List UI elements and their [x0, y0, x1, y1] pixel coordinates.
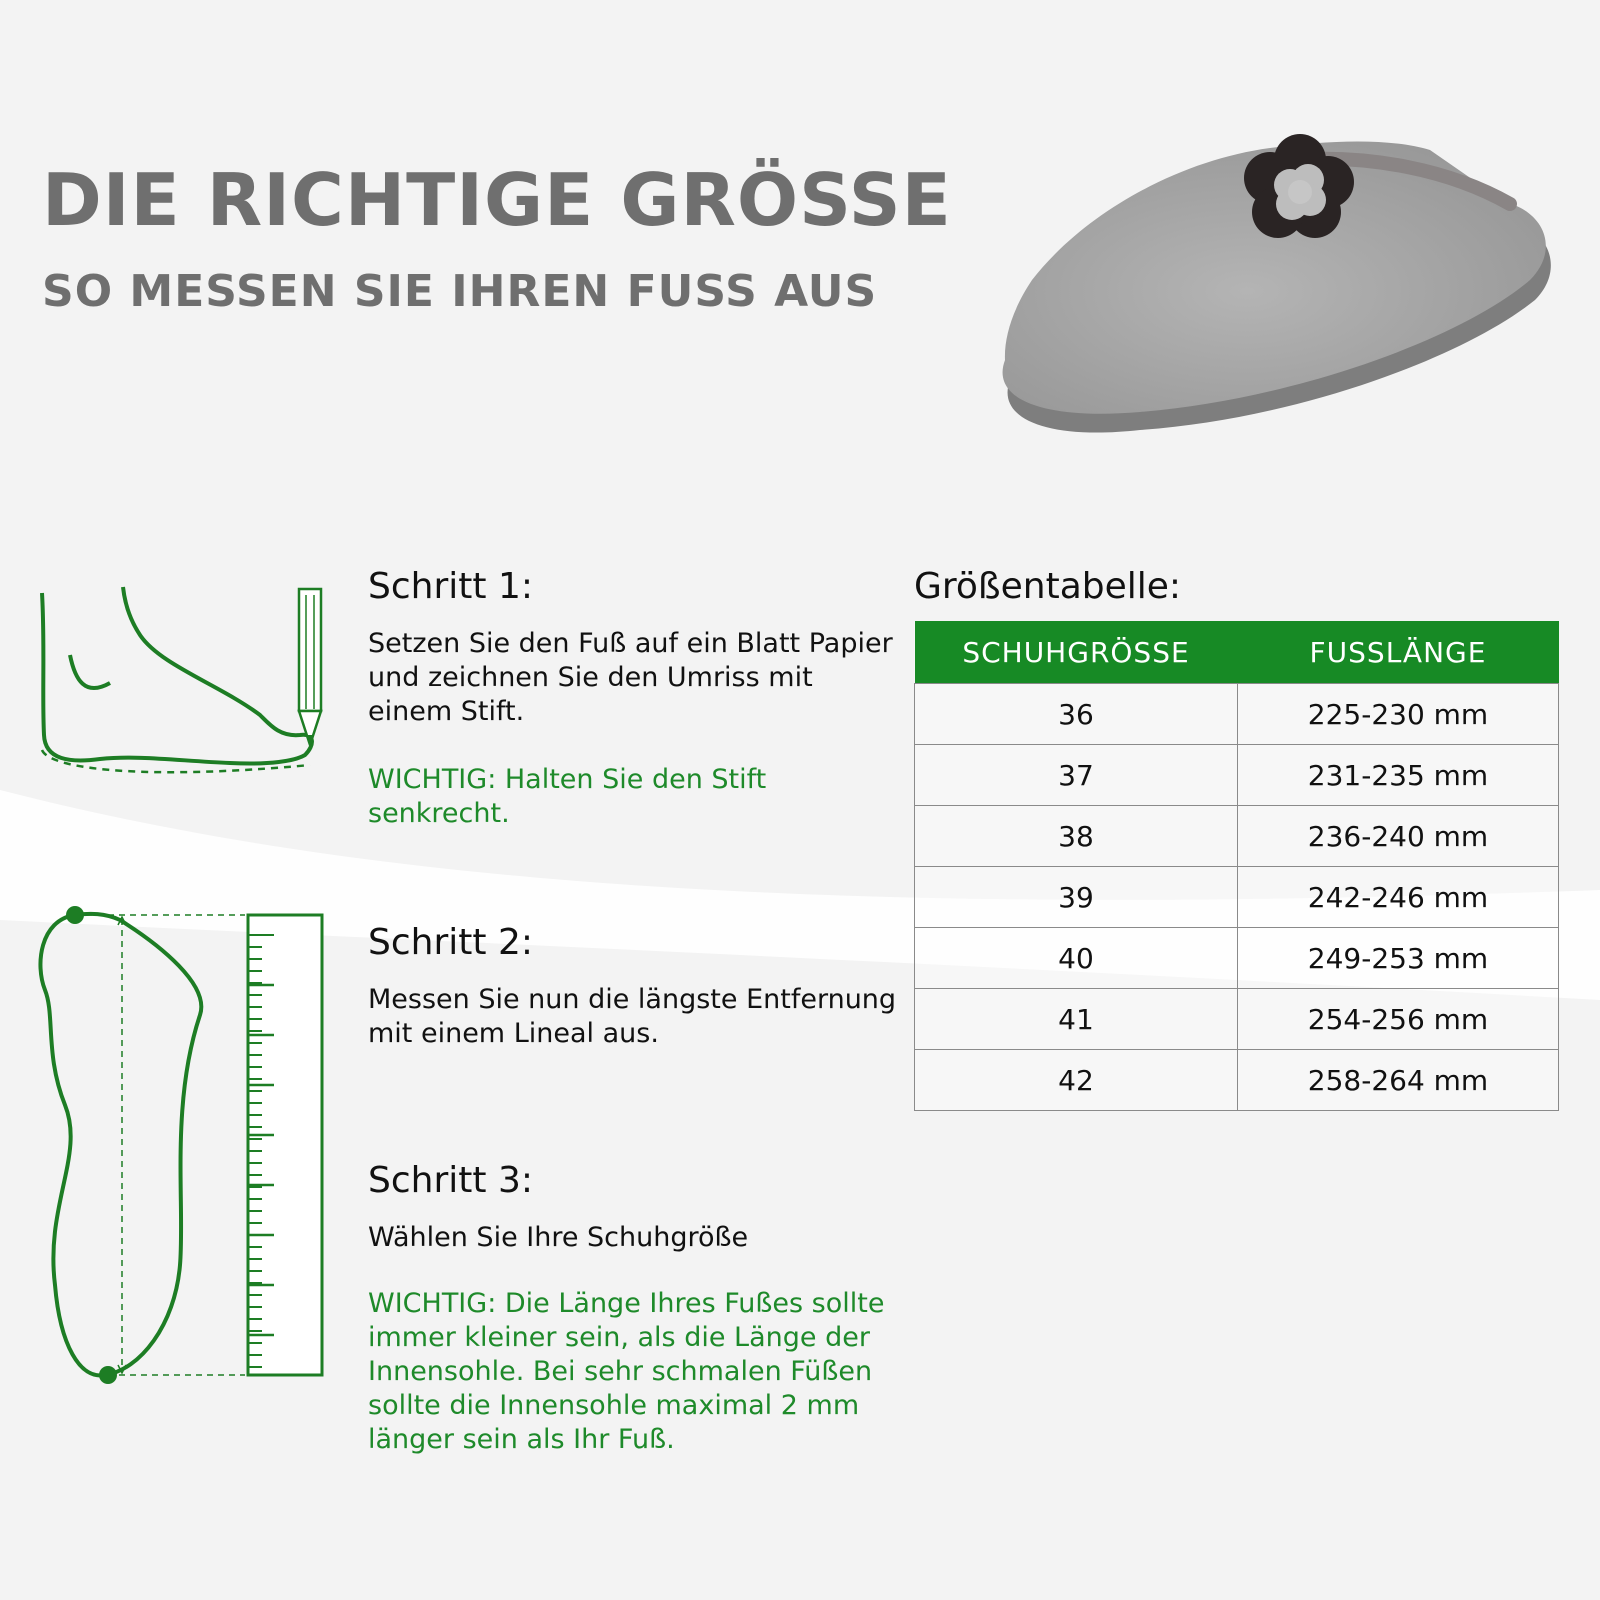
step-1-note: WICHTIG: Halten Sie den Stift senkrecht.: [368, 764, 767, 829]
step-3-note: WICHTIG: Die Länge Ihres Fußes sollte immer kleiner sein, als die Länge der Innensohle. Bei sehr schmalen Füßen sollte die Innensohle maximal 2 mm länger sein als Ihr Fuß.: [368, 1288, 885, 1455]
page-title: DIE RICHTIGE GRÖSSE: [42, 158, 952, 242]
shoe-size-cell: 38: [915, 806, 1238, 867]
shoe-size-cell: 42: [915, 1050, 1238, 1111]
table-row: [915, 989, 1559, 1050]
table-row: [915, 684, 1559, 745]
size-table: [914, 621, 1559, 1111]
foot-length-cell: 254-256 mm: [1238, 989, 1559, 1050]
table-row: [915, 867, 1559, 928]
size-table-header-row: [915, 621, 1559, 684]
shoe-size-cell: 37: [915, 745, 1238, 806]
step-1: [368, 566, 898, 831]
pencil-icon: [299, 589, 321, 747]
foot-length-cell: 258-264 mm: [1238, 1050, 1559, 1111]
size-table-title: Größentabelle:: [914, 566, 1182, 607]
table-row: [915, 1050, 1559, 1111]
foot-outline-icon: [30, 905, 340, 1405]
foot-length-cell: 231-235 mm: [1238, 745, 1559, 806]
step-1-heading: Schritt 1:: [368, 566, 533, 607]
foot-length-cell: 242-246 mm: [1238, 867, 1559, 928]
column-header-foot-length: FUSSLÄNGE: [1238, 621, 1559, 684]
step-3-text: Wählen Sie Ihre Schuhgröße: [368, 1222, 749, 1253]
column-header-shoe-size: SCHUHGRÖSSE: [915, 621, 1238, 684]
foot-length-cell: 225-230 mm: [1238, 684, 1559, 745]
step-2: [368, 922, 898, 1051]
page-subtitle: SO MESSEN SIE IHREN FUSS AUS: [42, 266, 878, 317]
felt-slipper-image: [990, 120, 1580, 450]
shoe-size-cell: 39: [915, 867, 1238, 928]
step-3-heading: Schritt 3:: [368, 1160, 533, 1201]
ruler-icon: [248, 915, 322, 1375]
foot-side-drawing-icon: [30, 585, 350, 800]
table-row: [915, 745, 1559, 806]
shoe-size-cell: 41: [915, 989, 1238, 1050]
step-2-heading: Schritt 2:: [368, 922, 533, 963]
shoe-size-cell: 36: [915, 684, 1238, 745]
shoe-size-cell: 40: [915, 928, 1238, 989]
foot-length-cell: 236-240 mm: [1238, 806, 1559, 867]
foot-length-cell: 249-253 mm: [1238, 928, 1559, 989]
table-row: [915, 928, 1559, 989]
step-3: [368, 1160, 898, 1457]
step-2-text: Messen Sie nun die längste Entfernung mit einem Lineal aus.: [368, 984, 897, 1049]
table-row: [915, 806, 1559, 867]
step-1-text: Setzen Sie den Fuß auf ein Blatt Papier und zeichnen Sie den Umriss mit einem Stift.: [368, 628, 893, 727]
